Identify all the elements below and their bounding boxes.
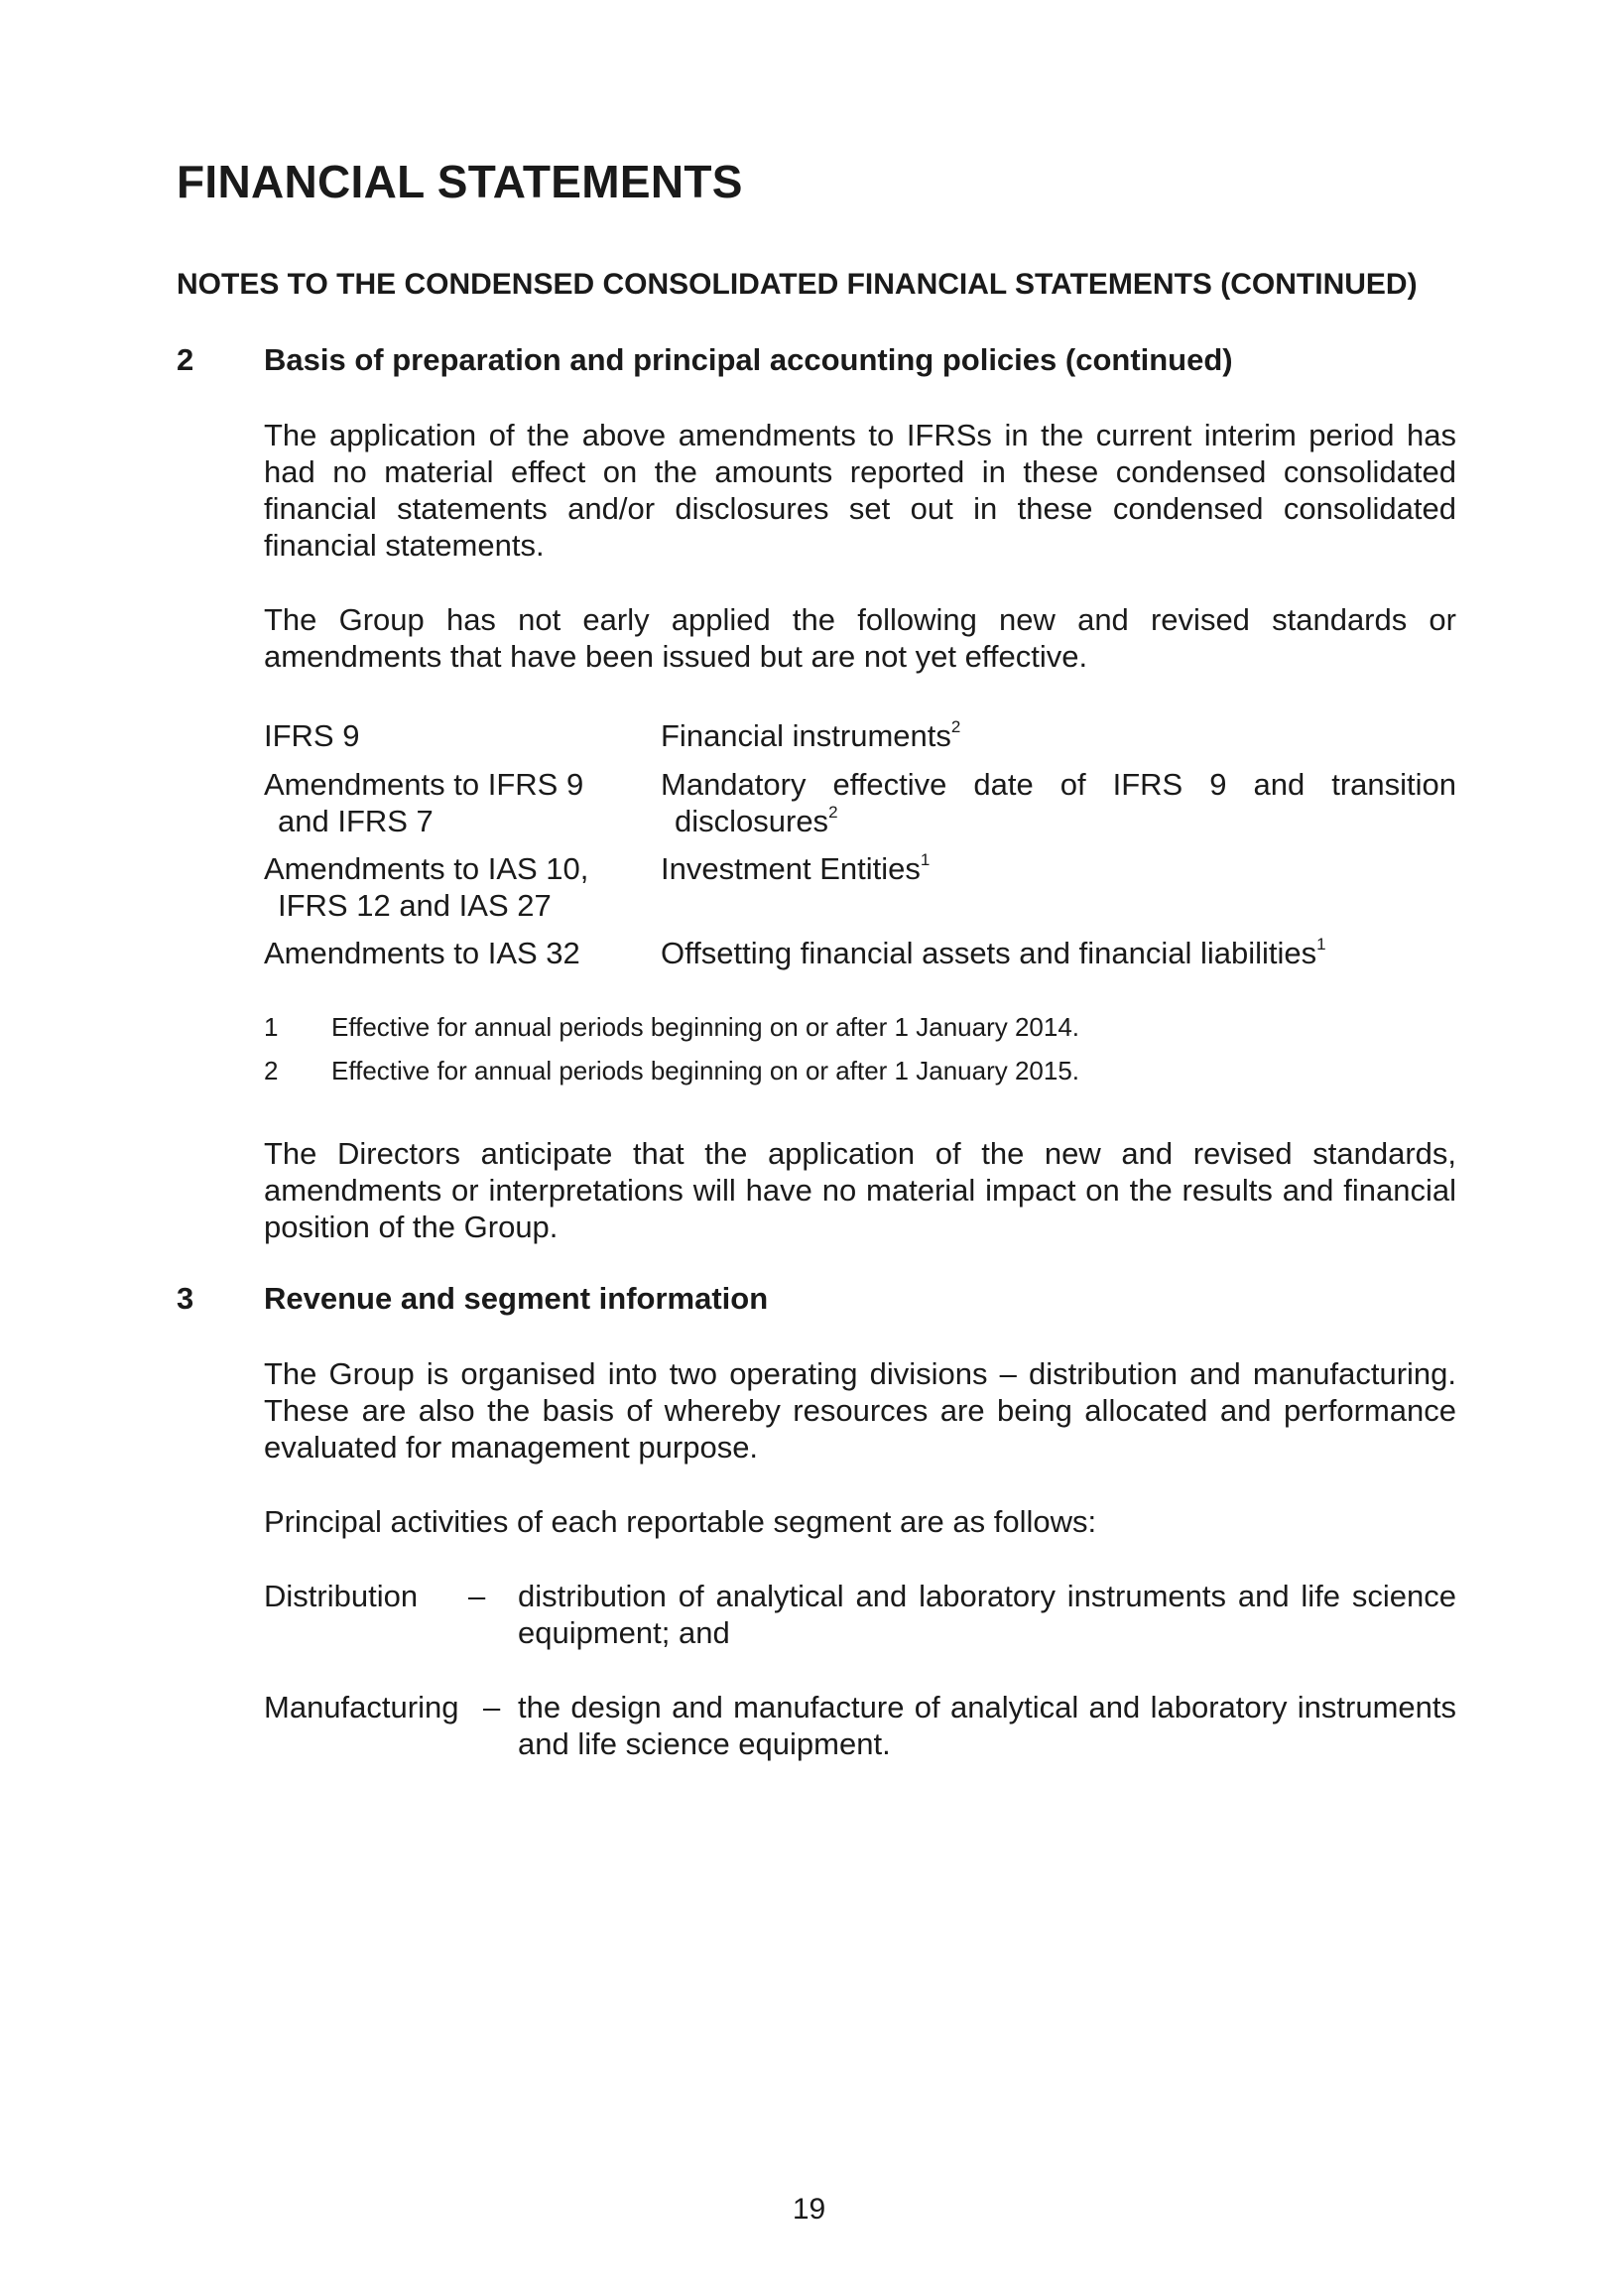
segment-description: distribution of analytical and laboratory instruments and life science equipment; and	[518, 1579, 1456, 1650]
standard-code: Amendments to IAS 32	[264, 936, 580, 970]
section-3-title: Revenue and segment information	[264, 1281, 769, 1316]
segment-description: the design and manufacture of analytical and laboratory instruments and life science equipment.	[518, 1690, 1456, 1761]
section-2-number: 2	[177, 342, 194, 377]
notes-subtitle: NOTES TO THE CONDENSED CONSOLIDATED FINANCIAL STATEMENTS (CONTINUED)	[177, 268, 1418, 301]
page-title: FINANCIAL STATEMENTS	[177, 156, 743, 207]
footnote-ref: 1	[1316, 935, 1326, 954]
standard-description: Financial instruments$^2$	[661, 717, 961, 753]
section-3-paragraph-1: The Group is organised into two operating divisions – distribution and manufacturing. These are also the basis of whereby resources are being allocated and performance evaluated for management purpose.	[264, 1356, 1456, 1465]
section-2-paragraph-1: The application of the above amendments to IFRSs in the current interim period has had no material effect on the amounts reported in these condensed consolidated financial statements and/or disclosures set out in these condensed consolidated financial statements.	[264, 418, 1456, 563]
standard-description: Mandatory effective date of IFRS 9 and transition disclosures$^2$	[661, 767, 1456, 838]
standard-code: Amendments to IAS 10, IFRS 12 and IAS 27	[264, 851, 589, 923]
footnote-ref: 2	[828, 803, 838, 822]
segment-label: Distribution	[264, 1579, 419, 1613]
section-2-title: Basis of preparation and principal accounting policies (continued)	[264, 342, 1233, 377]
standard-code: Amendments to IFRS 9 and IFRS 7	[264, 767, 584, 838]
section-3-paragraph-2: Principal activities of each reportable segment are as follows:	[264, 1504, 1097, 1539]
section-2-paragraph-2: The Group has not early applied the following new and revised standards or amendments that have been issued but are not yet effective.	[264, 602, 1456, 674]
section-3-number: 3	[177, 1281, 194, 1316]
footnote-number: 1	[264, 1012, 279, 1042]
page-number: 19	[792, 2193, 826, 2226]
footnote-number: 2	[264, 1056, 279, 1085]
segment-dash: –	[483, 1690, 501, 1724]
footnote-ref: 2	[950, 717, 961, 736]
standard-description: Investment Entities$^1$	[661, 850, 931, 886]
standard-description: Offsetting financial assets and financial liabilities$^1$	[661, 935, 1326, 970]
footnote-text: Effective for annual periods beginning on or after 1 January 2015.	[331, 1056, 1080, 1085]
section-2-paragraph-3: The Directors anticipate that the application of the new and revised standards, amendments or interpretations will have no material impact on the results and financial position of the Group.	[264, 1136, 1456, 1244]
standard-code: IFRS 9	[264, 718, 360, 753]
footnote-ref: 1	[920, 850, 931, 869]
segment-dash: –	[468, 1579, 486, 1613]
segment-label: Manufacturing	[264, 1690, 459, 1724]
footnote-text: Effective for annual periods beginning on or after 1 January 2014.	[331, 1012, 1080, 1042]
